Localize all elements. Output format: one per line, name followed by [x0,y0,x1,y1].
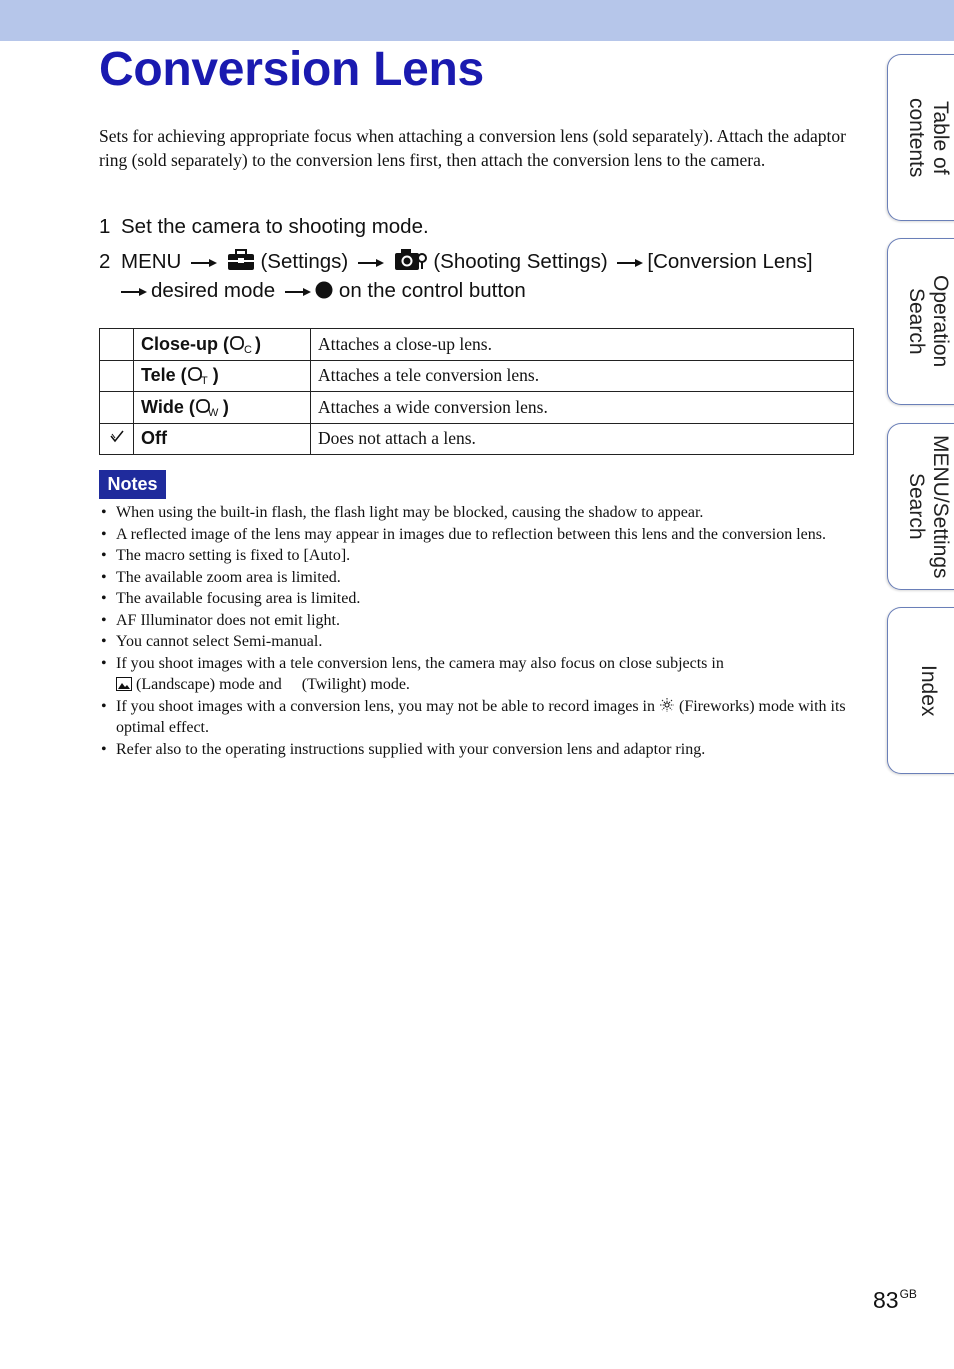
control-button-label: on the control button [338,279,526,302]
note-text: If you shoot images with a tele conversion lens, the camera may also focus on close subjects in [116,654,724,672]
mode-description: Does not attach a lens. [311,423,854,455]
tab-label: Operation Search [905,275,952,368]
mode-name [134,392,311,424]
tab-label: MENU/Settings Search [905,434,952,579]
tab-operation-search[interactable] [887,238,954,405]
mode-description: Attaches a close-up lens. [311,329,854,361]
tele-lens-icon [188,365,212,385]
note-text: (Twilight) mode. [301,676,410,693]
step-number: 2 [99,250,111,273]
checkmark-icon [109,429,125,443]
page-title: Conversion Lens [99,43,484,96]
mode-name [134,329,311,361]
mode-label: Wide ( [141,396,195,417]
note-text: (Landscape) mode and [136,676,282,693]
list-item [99,653,854,696]
table-row [100,360,854,392]
mode-label-end: ) [255,333,261,354]
tab-label: Table of contents [905,97,952,178]
tab-label: Index [917,664,940,717]
arrow-right-icon [285,287,311,297]
notes-badge: Notes [99,470,166,499]
mode-description: Attaches a wide conversion lens. [311,392,854,424]
table-row [100,423,854,455]
list-item: • When using the built-in flash, the flash light may be blocked, causing the shadow to appear. [99,502,854,524]
center-button-icon [315,281,333,299]
mode-label-end: ) [222,396,229,417]
tab-menu-settings-search[interactable] [887,423,954,590]
notes-list [99,502,854,760]
step-text: Set the camera to shooting mode. [121,215,429,238]
twilight-moon-icon [286,677,298,691]
list-item: • The available zoom area is limited. [99,567,854,589]
step-1 [99,212,429,241]
arrow-right-icon [358,258,384,268]
svg-text:T: T [200,375,208,386]
region-code: GB [899,1287,917,1301]
list-item [99,696,854,739]
conversion-lens-item-label: [Conversion Lens] [647,250,813,273]
closeup-lens-icon [230,334,254,354]
note-text: (Fireworks) mode with its optimal effect. [116,697,846,736]
list-item: • The available focusing area is limited. [99,588,854,610]
check-cell [100,360,134,392]
menu-label: MENU [121,250,182,273]
mode-label-end: ) [212,365,219,386]
arrow-right-icon [121,287,147,297]
arrow-right-icon [617,258,643,268]
shooting-settings-label: (Shooting Settings) [433,250,608,273]
mode-label: Off [141,428,167,449]
page-number [873,1287,917,1314]
mode-label: Close-up ( [141,333,229,354]
arrow-right-icon [191,258,217,268]
list-item: • You cannot select Semi-manual. [99,631,854,653]
toolbox-icon [227,249,255,271]
list-item: • A reflected image of the lens may appear in images due to reflection between this lens and the conversion lens. [99,524,854,546]
fireworks-icon [659,697,675,713]
mode-name [134,360,311,392]
list-item: • Refer also to the operating instructions supplied with your conversion lens and adaptor ring. [99,739,854,761]
step-2 [99,247,859,305]
svg-text:W: W [207,406,219,417]
table-row [100,392,854,424]
svg-text:C: C [244,343,252,354]
desired-mode-label: desired mode [151,279,276,302]
landscape-icon [116,677,132,691]
wide-lens-icon [196,397,222,417]
mode-description: Attaches a tele conversion lens. [311,360,854,392]
mode-label: Tele ( [141,365,187,386]
check-cell [100,423,134,455]
mode-table [99,328,854,455]
mode-name [134,423,311,455]
list-item: • AF Illuminator does not emit light. [99,610,854,632]
header-band [0,0,954,41]
check-cell [100,329,134,361]
step-number: 1 [99,215,111,238]
tab-index[interactable] [887,607,954,774]
intro-text: Sets for achieving appropriate focus when attaching a conversion lens (sold separately). Attach the adaptor ring (sold separately) to the conversion lens first, then attach the conversion lens to the camera. [99,126,846,170]
settings-label: (Settings) [260,250,349,273]
list-item: • The macro setting is fixed to [Auto]. [99,545,854,567]
table-row [100,329,854,361]
check-cell [100,392,134,424]
note-text: If you shoot images with a conversion lens, you may not be able to record images in [116,697,655,715]
camera-settings-icon [394,247,428,271]
step-2-continued [99,276,859,305]
tab-table-of-contents[interactable] [887,54,954,221]
page-number-value: 83 [873,1287,899,1313]
